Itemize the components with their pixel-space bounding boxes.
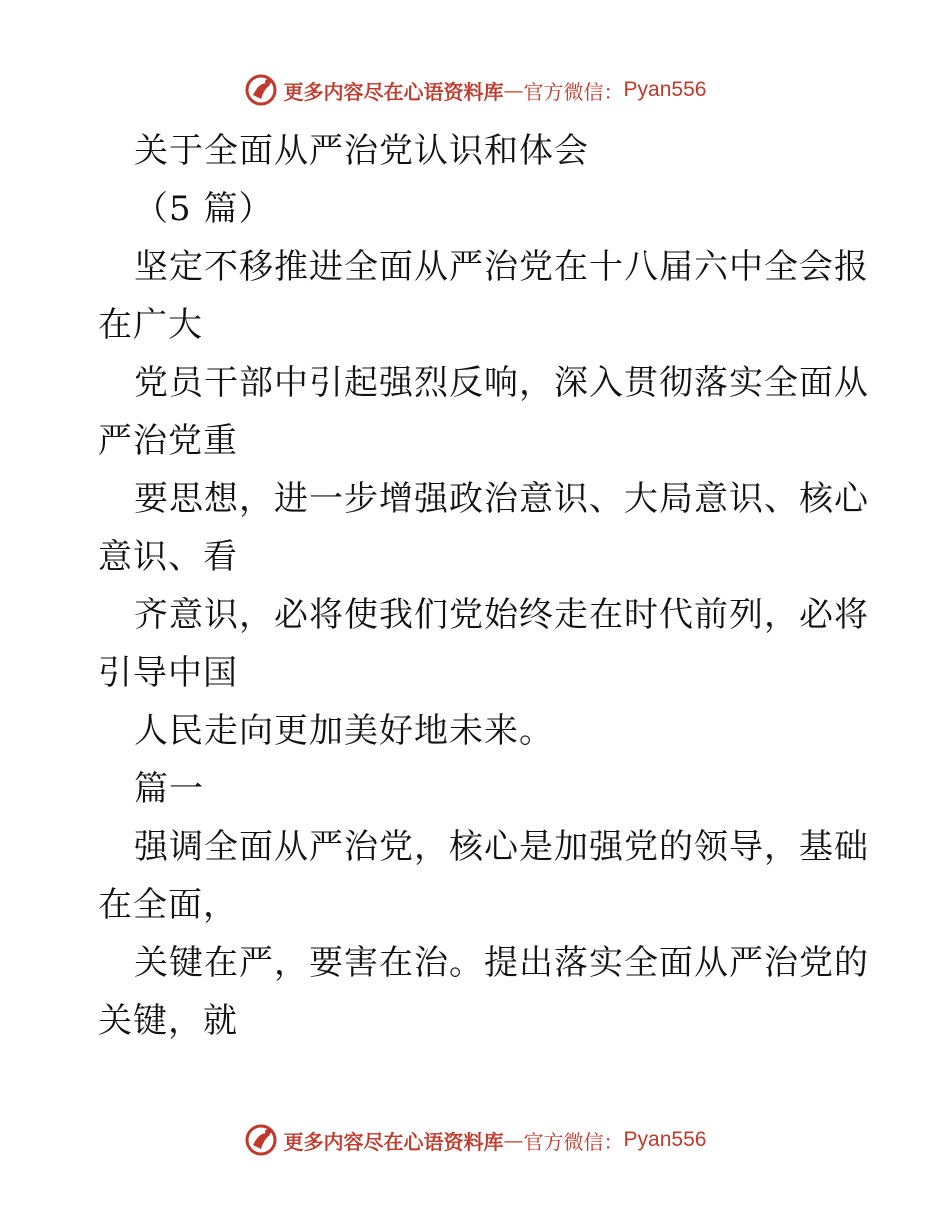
document-line: 关键，就 — [98, 1001, 238, 1041]
document-lines — [98, 238, 869, 1050]
document-line: 在全面， — [98, 885, 238, 925]
footer-site-text: 更多内容尽在心语资料库 — [283, 1129, 504, 1154]
document-body — [98, 122, 869, 1050]
footer-banner — [0, 1120, 950, 1160]
header-dash: — — [503, 78, 524, 102]
document-line: 引导中国 — [98, 653, 238, 693]
brand-logo-icon — [244, 73, 278, 107]
document-subtitle: （5 篇） — [134, 189, 274, 229]
footer-dash: — — [503, 1128, 524, 1152]
header-banner — [0, 70, 950, 110]
document-title: 关于全面从严治党认识和体会 — [134, 131, 589, 171]
document-line: 强调全面从严治党，核心是加强党的领导，基础 — [134, 827, 869, 867]
document-line: 要思想，进一步增强政治意识、大局意识、核心 — [134, 479, 869, 519]
brand-logo-icon — [244, 1123, 278, 1157]
header-site-text: 更多内容尽在心语资料库 — [283, 79, 504, 104]
footer-wechat-label: 官方微信： — [523, 1129, 624, 1154]
document-line: 关键在严，要害在治。提出落实全面从严治党的 — [134, 943, 869, 983]
document-line: 党员干部中引起强烈反响，深入贯彻落实全面从 — [134, 363, 869, 403]
document-line: 人民走向更加美好地未来。 — [134, 711, 554, 751]
document-line: 严治党重 — [98, 421, 238, 461]
document-line: 坚定不移推进全面从严治党在十八届六中全会报 — [134, 247, 869, 287]
document-line: 篇一 — [134, 769, 204, 809]
document-line: 在广大 — [98, 305, 203, 345]
document-line: 意识、看 — [98, 537, 238, 577]
header-wechat-label: 官方微信： — [523, 79, 624, 104]
header-wechat-id: Pyan556 — [623, 78, 707, 101]
document-line: 齐意识，必将使我们党始终走在时代前列，必将 — [134, 595, 869, 635]
footer-wechat-id: Pyan556 — [623, 1128, 707, 1151]
